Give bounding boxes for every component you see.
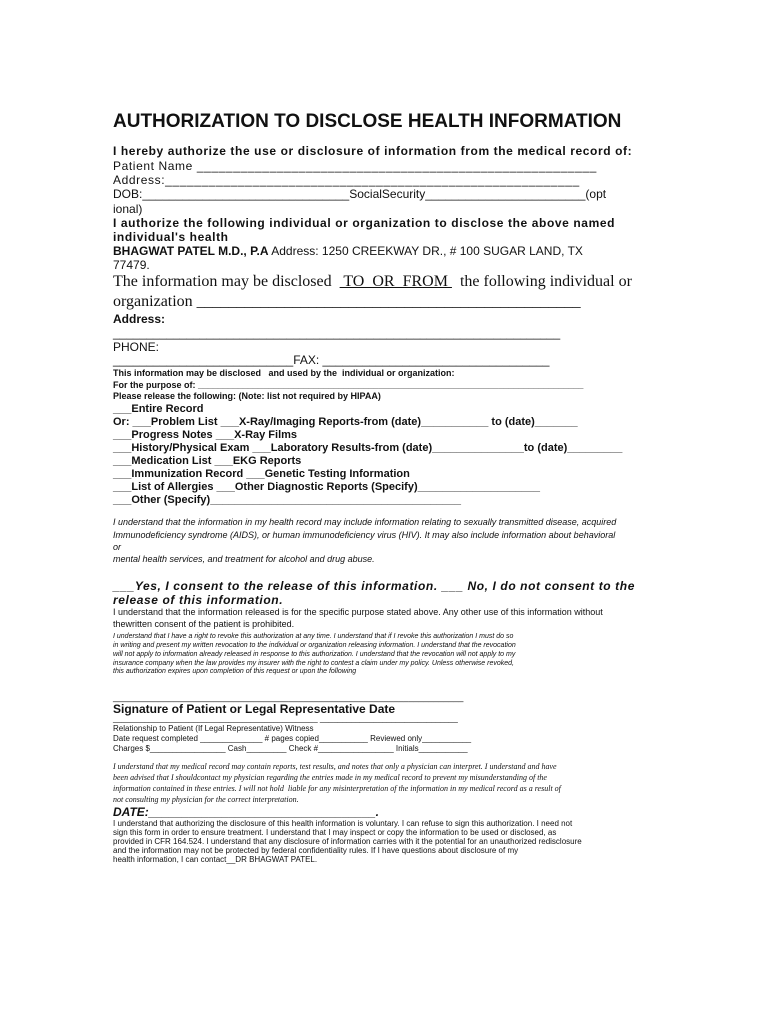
- provider-name: BHAGWAT PATEL M.D., P.A: [113, 244, 269, 258]
- interpretation-notice-2: been advised that I shouldcontact my physician regarding the entries made in my medical record to prevent my misunderstanding of the: [113, 773, 547, 782]
- optional-note: ional): [113, 202, 143, 216]
- option-history-physical[interactable]: ___History/Physical Exam ___Laboratory Results-from (date)_______________to (date)_________: [113, 442, 623, 454]
- voluntary-notice: I understand that authorizing the disclosure of this health information is voluntary. I can refuse to sign this authorization. I need not: [113, 819, 573, 828]
- date-field[interactable]: DATE:__________________________________.: [113, 805, 380, 819]
- release-following-label: Please release the following: (Note: list not required by HIPAA): [113, 391, 381, 401]
- authorize-individual-statement: I authorize the following individual or organization to disclose the above named: [113, 216, 616, 230]
- recipient-address-field[interactable]: ___________________________________________________________________: [113, 326, 561, 340]
- disclosure-direction-text: The information may be disclosed: [113, 273, 340, 290]
- address-label: Address:: [113, 312, 166, 326]
- interpretation-notice: I understand that my medical record may contain reports, test results, and notes that only a physician can interpret. I understand and have: [113, 762, 557, 771]
- voluntary-notice-4: and the information may not be protected by federal confidentiality rules. If I have questions about disclosure of my: [113, 846, 519, 855]
- option-medication-list[interactable]: ___Medication List ___EKG Reports: [113, 455, 302, 467]
- provider-address: Address: 1250 CREEKWAY DR., # 100 SUGAR LAND, TX: [268, 244, 583, 258]
- purpose-field[interactable]: For the purpose of: _____________________________________________________________________________: [113, 380, 584, 390]
- patient-name-field[interactable]: Patient Name _______________________________________________________: [113, 159, 597, 173]
- revocation-notice-4: insurance company when the law provides my insurer with the right to contest a claim under my policy. Unless otherwise revoked,: [113, 660, 514, 667]
- charges-field[interactable]: Charges $_________________ Cash_________ Check #_________________ Initials___________: [113, 744, 468, 753]
- voluntary-notice-3: provided in CFR 164.524. I understand that any disclosure of information carries with it the potential for an unauthorized redisclosure: [113, 837, 582, 846]
- phone-label: PHONE:: [113, 340, 160, 354]
- organization-field[interactable]: organization ________________________________________________: [113, 293, 581, 310]
- provider-zip: 77479.: [113, 258, 150, 272]
- phone-fax-field[interactable]: ___________________________FAX: __________________________________: [113, 353, 550, 367]
- revocation-notice-5: this authorization expires upon completion of this request or upon the following: [113, 668, 357, 675]
- provider-line: [113, 245, 583, 257]
- sensitive-info-notice-3: or: [113, 542, 122, 552]
- option-other[interactable]: ___Other (Specify)_________________________________________: [113, 494, 462, 506]
- signature-line[interactable]: ______________________________________________________________________: [113, 692, 464, 702]
- purpose-notice: I understand that the information released is for the specific purpose stated above. Any other use of this information without: [113, 607, 603, 617]
- option-immunization-record[interactable]: ___Immunization Record ___Genetic Testing Information: [113, 468, 410, 480]
- option-problem-list[interactable]: Or: ___Problem List ___X-Ray/Imaging Reports-from (date)___________ to (date)_______: [113, 416, 578, 428]
- page-title: AUTHORIZATION TO DISCLOSE HEALTH INFORMATION: [113, 111, 622, 132]
- disclosure-direction-line: [113, 274, 632, 290]
- relationship-witness-line[interactable]: ______________________________________________ _______________________________: [113, 714, 458, 723]
- authorize-individual-statement-cont: individual's health: [113, 230, 229, 244]
- disclosure-direction-text-end: the following individual or: [451, 273, 632, 290]
- sensitive-info-notice-4: mental health services, and treatment for alcohol and drug abuse.: [113, 554, 375, 564]
- voluntary-notice-2: sign this form in order to ensure treatment. I understand that I may inspect or copy the information to be used or disclosed, as: [113, 828, 557, 837]
- consent-choice[interactable]: ___Yes, I consent to the release of this information. ___ No, I do not consent to the: [113, 579, 635, 593]
- revocation-notice-3: will not apply to information already released in response to this authorization. I understand that the revocation will not apply to my: [113, 651, 516, 658]
- date-request-completed-field[interactable]: Date request completed ______________ # pages copied___________ Reviewed only___________: [113, 734, 472, 743]
- option-progress-notes[interactable]: ___Progress Notes ___X-Ray Films: [113, 429, 298, 441]
- consent-choice-cont: release of this information.: [113, 593, 284, 607]
- revocation-notice-2: in writing and present my written revocation to the individual or organization releasing information. I understand that the revocation: [113, 642, 516, 649]
- purpose-notice-cont: thewritten consent of the patient is prohibited.: [113, 619, 295, 629]
- interpretation-notice-3: information contained in these entries. I will not hold liable for any misinterpretation of the information in my medical record as a result of: [113, 784, 561, 793]
- to-or-from: TO OR FROM: [339, 273, 452, 290]
- interpretation-notice-4: not consulting my physician for the correct interpretation.: [113, 795, 299, 804]
- relationship-witness-label: Relationship to Patient (If Legal Representative) Witness: [113, 724, 314, 733]
- sensitive-info-notice: I understand that the information in my health record may include information relating to sexually transmitted disease, acquired: [113, 517, 617, 527]
- authorize-statement: I hereby authorize the use or disclosure of information from the medical record of:: [113, 144, 633, 158]
- signature-label: Signature of Patient or Legal Representative Date: [113, 702, 396, 716]
- option-entire-record[interactable]: ___Entire Record: [113, 403, 204, 415]
- dob-ssn-field[interactable]: DOB:_______________________________SocialSecurity________________________(opt: [113, 187, 607, 201]
- sensitive-info-notice-2: Immunodeficiency syndrome (AIDS), or human immunodeficiency virus (HIV). It may also include information about behavioral: [113, 530, 616, 540]
- option-list-of-allergies[interactable]: ___List of Allergies ___Other Diagnostic Reports (Specify)____________________: [113, 481, 540, 493]
- address-field[interactable]: Address:_________________________________________________________: [113, 173, 580, 187]
- revocation-notice: I understand that I have a right to revoke this authorization at any time. I understand that if I revoke this authorization I must do so: [113, 633, 514, 640]
- disclosure-use-note: This information may be disclosed and used by the individual or organization:: [113, 368, 455, 378]
- voluntary-notice-5: health information, I can contact__DR BHAGWAT PATEL.: [113, 855, 318, 864]
